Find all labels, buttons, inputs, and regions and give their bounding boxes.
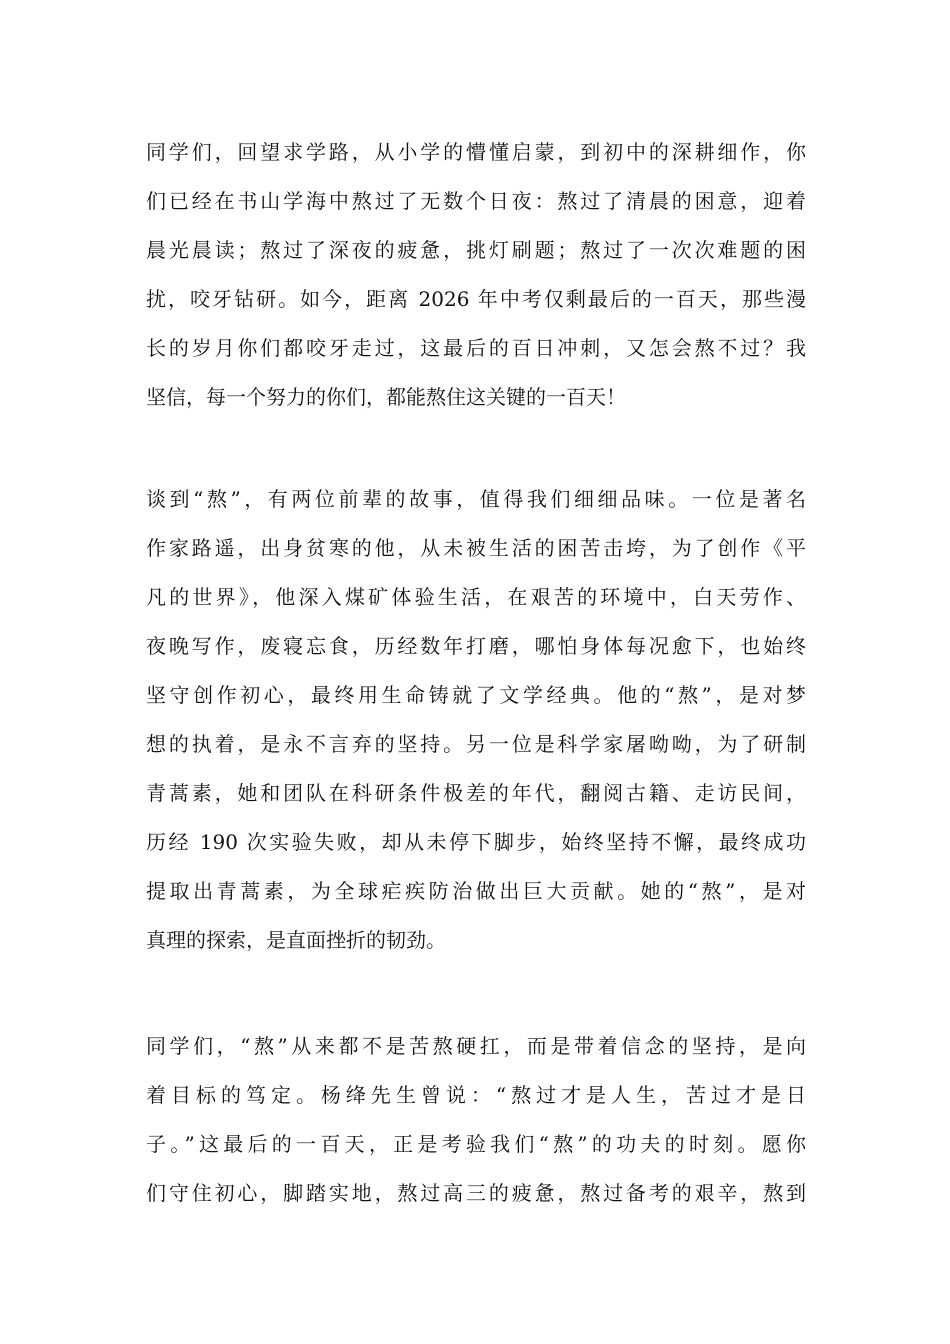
paragraph-3 [146,1022,806,1218]
paragraph-line: 们已经在书山学海中熬过了无数个日夜：熬过了清晨的困意，迎着 [146,189,806,213]
paragraph-line: 凡的世界》，他深入煤矿体验生活，在艰苦的环境中，白天劳作、 [146,585,806,609]
paragraph-line: 真理的探索，是直面挫折的韧劲。 [146,928,446,952]
paragraph-line: 们守住初心，脚踏实地，熬过高三的疲惫，熬过备考的艰辛，熬到 [146,1181,806,1205]
paragraph-line: 坚守创作初心，最终用生命铸就了文学经典。他的“熬”，是对梦 [146,683,806,707]
paragraph-1 [146,128,806,422]
paragraph-line: 同学们，回望求学路，从小学的懵懂启蒙，到初中的深耕细作，你 [146,140,806,164]
paragraph-line: 坚信，每一个努力的你们，都能熬住这关键的一百天！ [146,385,626,409]
paragraph-line: 提取出青蒿素，为全球疟疾防治做出巨大贡献。她的“熬”，是对 [146,879,806,903]
paragraph-2 [146,475,806,965]
paragraph-line: 作家路遥，出身贫寒的他，从未被生活的困苦击垮，为了创作《平 [146,536,806,560]
paragraph-line: 青蒿素，她和团队在科研条件极差的年代，翻阅古籍、走访民间， [146,781,806,805]
paragraph-line: 谈到“熬”，有两位前辈的故事，值得我们细细品味。一位是著名 [146,487,806,511]
paragraph-line: 着目标的笃定。杨绛先生曾说：“熬过才是人生，苦过才是日 [146,1083,806,1107]
paragraph-line: 长的岁月你们都咬牙走过，这最后的百日冲刺，又怎会熬不过？我 [146,336,806,360]
paragraph-line: 晨光晨读；熬过了深夜的疲惫，挑灯刷题；熬过了一次次难题的困 [146,238,806,262]
paragraph-line: 子。”这最后的一百天，正是考验我们“熬”的功夫的时刻。愿你 [146,1132,806,1156]
paragraph-line: 历经 190 次实验失败，却从未停下脚步，始终坚持不懈，最终成功 [146,830,806,854]
paragraph-line: 扰，咬牙钻研。如今，距离 2026 年中考仅剩最后的一百天，那些漫 [146,287,806,311]
paragraph-line: 同学们，“熬”从来都不是苦熬硬扛，而是带着信念的坚持，是向 [146,1034,806,1058]
paragraph-line: 夜晚写作，废寝忘食，历经数年打磨，哪怕身体每况愈下，也始终 [146,634,806,658]
paragraph-line: 想的执着，是永不言弃的坚持。另一位是科学家屠呦呦，为了研制 [146,732,806,756]
